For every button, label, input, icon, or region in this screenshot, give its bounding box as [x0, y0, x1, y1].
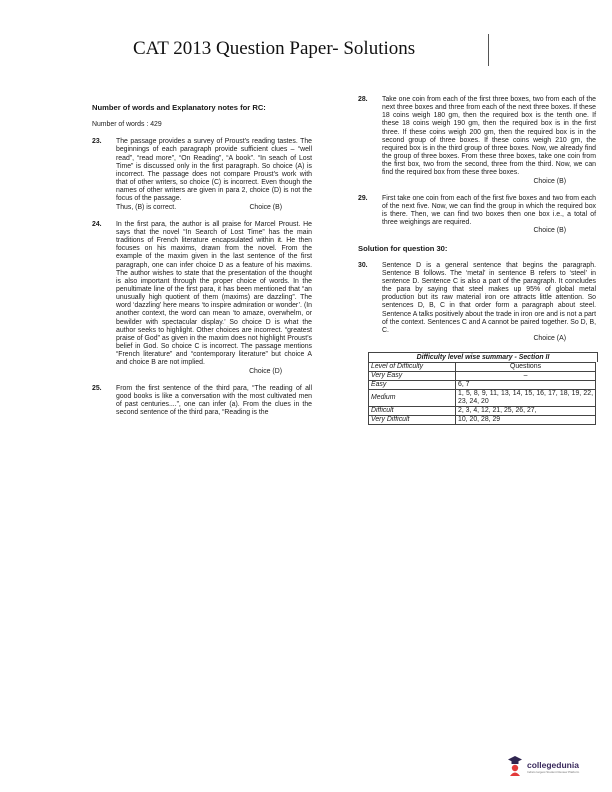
- question-29: [358, 195, 596, 236]
- answer-choice: Choice (B): [533, 227, 566, 235]
- table-cell-level: Very Easy: [369, 372, 456, 381]
- table-row: [369, 416, 596, 425]
- logo-tagline: India’s largest Student Review Platform: [527, 770, 580, 774]
- table-cell-questions: 10, 20, 28, 29: [456, 416, 596, 425]
- answer-choice: Choice (B): [533, 177, 566, 185]
- graduate-cap-icon: [507, 755, 523, 777]
- table-row: [369, 381, 596, 390]
- question-25: [92, 385, 312, 418]
- solution-title: Solution for question 30:: [358, 243, 448, 253]
- page-header: [0, 0, 612, 70]
- collegedunia-logo: [507, 755, 587, 785]
- table-cell-questions: 6, 7: [456, 381, 596, 390]
- table-row: [369, 390, 596, 407]
- question-text: First take one coin from each of the first five boxes and two from each of the next five. Now, we can find the group in which the required box is there. Then, we can find two boxes then one box i.e., a total of three weighings are required.: [382, 194, 596, 227]
- question-text: Sentence D is a general sentence that begins the paragraph. Sentence B follows. The ‘metal’ in sentence B refers to ‘steel’ in sentence D. Sentence C is also a part of the paragraph. It concludes the para by saying that steel makes up 95% of global metal production but its raw material iron ore attracts little attention. So sentences D, B, C in that order form a paragraph about steel. Sentence A talks positively about the trade in iron ore and is not a part of the context. Sentences C and A cannot be paired together. So D, B, C.: [382, 261, 596, 334]
- table-cell-questions: –: [456, 372, 596, 381]
- word-count: Number of words : 429: [92, 121, 162, 129]
- right-column: [358, 96, 596, 425]
- table-cell-level: Medium: [369, 390, 456, 407]
- question-tail: Thus, (B) is correct.: [116, 203, 177, 211]
- summary-caption: Difficulty level wise summary - Section II: [368, 352, 598, 362]
- question-number: 29.: [358, 194, 368, 202]
- question-number: 23.: [92, 138, 102, 146]
- rc-section-title: Number of words and Explanatory notes for RC:: [92, 103, 266, 112]
- summary-table: [368, 362, 596, 425]
- table-row: [369, 372, 596, 381]
- table-cell-level: Very Difficult: [369, 416, 456, 425]
- question-24: [92, 221, 312, 376]
- question-number: 30.: [358, 261, 368, 269]
- table-header-questions: Questions: [456, 363, 596, 372]
- table-header-level: Level of Difficulty: [369, 363, 456, 372]
- question-23: [92, 138, 312, 211]
- question-number: 25.: [92, 384, 102, 392]
- question-text: In the first para, the author is all praise for Marcel Proust. He says that the novel “In Search of Lost Time” has the main traditions of French literature encapsulated within it. He then focuses on his maxims, drawn from the novel. From the example of the maxim given in the last sentence of the first paragraph, one can infer choice D as a feature of his maxims. The author wishes to state that the presentation of the thought is also important through the proper choice of words. In the penultimate line of the first para, it has been mentioned that “an unusually high quotient of them (maxims) are dazzling”. The word ‘dazzling’ here means ‘to inspire admiration or wonder’. (In another context, the word can mean ‘to amaze, overwhelm, or bewilder with spectacular display.’ So choice D is what the author seeks to highlight. Other choices are incorrect. “greatest praise of God” as given in the maxim does not highlight Proust’s belief in God. So choice C is incorrect. The passage mentions “French literature” and “contemporary literature” but choice A and choice B are not implied.: [116, 220, 312, 367]
- page-title: CAT 2013 Question Paper- Solutions: [133, 38, 416, 59]
- logo-text: collegedunia: [527, 760, 579, 770]
- header-divider: [488, 34, 489, 66]
- question-text: The passage provides a survey of Proust’s reading tastes. The beginnings of each paragraph provide sufficient clues – “well read”, “read more”, “On Reading”, “A book”. “In seach of Lost Time” is discussed only in the first paragraph. So choice (A) is incorrect. The passage does not compare Proust’s work with that of other writers, so choice (C) is incorrect. Even though the names of other writers are given in para 2, choice (D) is not the focus of the passage.: [116, 138, 312, 203]
- left-column: [92, 100, 312, 426]
- table-cell-level: Easy: [369, 381, 456, 390]
- answer-choice: Choice (D): [249, 367, 282, 375]
- answer-choice: Choice (A): [533, 335, 566, 343]
- question-number: 24.: [92, 220, 102, 228]
- difficulty-summary: [358, 352, 596, 425]
- question-number: 28.: [358, 96, 368, 103]
- question-30: [358, 262, 596, 344]
- question-text: From the first sentence of the third para, “The reading of all good books is like a conversation with the most cultivated men of past centuries....”, one can infer (a). From the clues in the second sentence of the third para, “Reading is the: [116, 384, 312, 417]
- question-28: [358, 96, 596, 186]
- table-cell-questions: 1, 5, 8, 9, 11, 13, 14, 15, 16, 17, 18, 19, 22, 23, 24, 20: [456, 390, 596, 407]
- answer-choice: Choice (B): [249, 203, 282, 211]
- table-row: [369, 407, 596, 416]
- table-cell-questions: 2, 3, 4, 12, 21, 25, 26, 27,: [456, 407, 596, 416]
- table-cell-level: Difficult: [369, 407, 456, 416]
- table-header-row: [369, 363, 596, 372]
- question-text: Take one coin from each of the first three boxes, two from each of the next three boxes and three from each of the next three boxes. If these 18 coins weigh 180 gm, then the required box is the tenth one. If these 18 coins weigh 190 gm, then the required box is in the first three. If these coins weigh 200 gm, then the required box is in the second group of three boxes. If these coins weigh 210 gm, the required box is in the third group of three boxes. Now, we already find the group of three boxes. From these three boxes, take one coin from the first box, two from the second, three from the third. Now, we can find the required box from these three boxes.: [382, 96, 596, 177]
